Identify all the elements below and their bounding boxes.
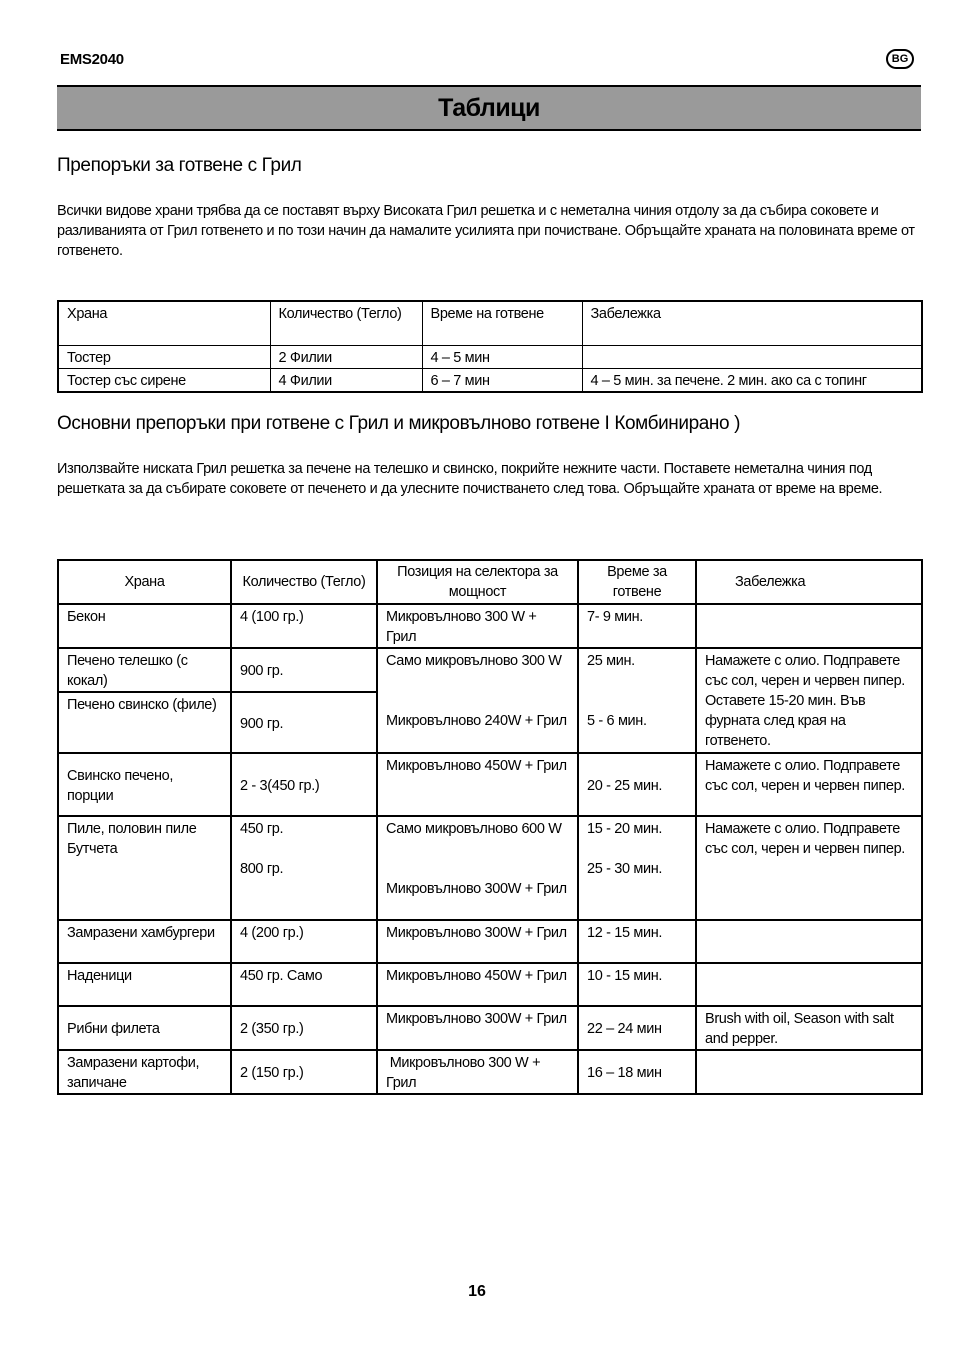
cell-power: Микровълново 300W + Грил [377,920,578,963]
cell-note: 4 – 5 мин. за печене. 2 мин. ако са с топинг [582,368,922,392]
section-combi-paragraph: Използвайте ниската Грил решетка за печене на телешко и свинско, покрийте нежните части. Поставете неметална чиния под решетката за да събирате соковете от печенето и да улесните почистването след това. Обръщайте храната от време на време. [57,461,883,497]
cell-note [582,345,922,368]
cell-note: Намажете с олио. Подправете със сол, черен и червен пипер. [696,753,922,816]
quantity-text: 800 гр. [240,861,284,877]
cell-quantity: 900 гр. [231,648,377,692]
header-note: Забележка [696,560,922,604]
table-row [58,920,922,963]
cell-quantity: 2 (350 гр.) [231,1006,377,1050]
cell-note: Brush with oil, Season with salt and pepper. [696,1006,922,1050]
table-header-row [58,301,922,345]
cell-quantity: 4 Филии [270,368,422,392]
table-row [58,1006,922,1050]
page-number: 16 [468,1283,486,1300]
cell-power: Микровълново 300 W + Грил [377,604,578,648]
section-combi-title: Основни препоръки при готвене с Грил и микровълново готвене I Комбинирано ) [57,413,741,434]
cell-quantity: 2 Филии [270,345,422,368]
header-quantity: Количество (Тегло) [270,301,422,345]
cell-power: Микровълново 450W + Грил [377,963,578,1006]
cell-time: 4 – 5 мин [422,345,582,368]
model-number: EMS2040 [60,51,124,68]
cell-quantity: 2 (150 гр.) [231,1050,377,1094]
section-grill-title: Препоръки за готвене с Грил [57,155,302,176]
time-text: 25 - 30 мин. [587,861,663,877]
cell-food: Тостер [58,345,270,368]
cell-time: 20 - 25 мин. [578,753,696,816]
cell-food: Свинско печено, порции [58,753,231,816]
header-power-position: Позиция на селектора за мощност [377,560,578,604]
section-grill-paragraph: Всички видове храни трябва да се поставят върху Високата Грил решетка и с неметална чиния отдолу за да събира соковете и разливанията от Грил готвенето и по този начин да намалите усилията при почистване. Обръщайте храната на половината време от готвенето. [57,203,915,259]
cell-note [696,1050,922,1094]
header-note: Забележка [582,301,922,345]
cell-food: Замразени картофи, запичане [58,1050,231,1094]
time-text: 15 - 20 мин. [587,821,663,837]
cell-time: 6 – 7 мин [422,368,582,392]
table-row [58,753,922,816]
cell-quantity [231,816,377,920]
table-row [58,604,922,648]
cell-time: 10 - 15 мин. [578,963,696,1006]
cell-power: Микровълново 300W + Грил [377,1006,578,1050]
table-header-row [58,560,922,604]
cell-quantity: 450 гр. Само [231,963,377,1006]
cell-note: Намажете с олио. Подправете със сол, черен и червен пипер. [696,816,922,920]
cell-power: Микровълново 450W + Грил [377,753,578,816]
power-text: Микровълново 240W + Грил [386,713,567,729]
table-row [58,345,922,368]
cell-quantity: 4 (200 гр.) [231,920,377,963]
cell-time: 16 – 18 мин [578,1050,696,1094]
cell-time: 12 - 15 мин. [578,920,696,963]
table-row [58,648,922,692]
table-row [58,1050,922,1094]
quantity-text: 450 гр. [240,821,284,837]
cell-time: 7- 9 мин. [578,604,696,648]
table-row [58,368,922,392]
table-row [58,963,922,1006]
time-text: 5 - 6 мин. [587,713,647,729]
header-food: Храна [58,560,231,604]
cell-quantity: 2 - 3(450 гр.) [231,753,377,816]
cell-note [696,604,922,648]
grill-table [57,300,923,393]
cell-quantity: 4 (100 гр.) [231,604,377,648]
combi-table [57,559,923,1095]
header-food: Храна [58,301,270,345]
language-badge: BG [886,49,914,69]
header-cook-time: Време за готвене [578,560,696,604]
cell-note: Намажете с олио. Подправете със сол, черен и червен пипер. Оставете 15-20 мин. Във фурната след края на готвенето. [696,648,922,753]
cell-time: 22 – 24 мин [578,1006,696,1050]
cell-food: Тостер със сирене [58,368,270,392]
cell-food: Печено свинско (филе) [58,692,231,753]
cell-quantity: 900 гр. [231,692,377,753]
cell-time [578,816,696,920]
cell-food: Замразени хамбургери [58,920,231,963]
cell-food: Наденици [58,963,231,1006]
page-title: Таблици [57,85,921,131]
header-quantity: Количество (Тегло) [231,560,377,604]
cell-note [696,963,922,1006]
cell-food: Бекон [58,604,231,648]
power-text: Само микровълново 300 W [386,653,562,669]
cell-food: Пиле, половин пиле Бутчета [58,816,231,920]
time-text: 25 мин. [587,653,635,669]
table-row [58,816,922,920]
cell-time [578,648,696,753]
cell-power: Микровълново 300 W + Грил [377,1050,578,1094]
header-cook-time: Време на готвене [422,301,582,345]
cell-food: Рибни филета [58,1006,231,1050]
power-text: Микровълново 300W + Грил [386,881,567,897]
cell-food: Печено телешко (с кокал) [58,648,231,692]
power-text: Само микровълново 600 W [386,821,562,837]
cell-power [377,648,578,753]
cell-note [696,920,922,963]
cell-power [377,816,578,920]
